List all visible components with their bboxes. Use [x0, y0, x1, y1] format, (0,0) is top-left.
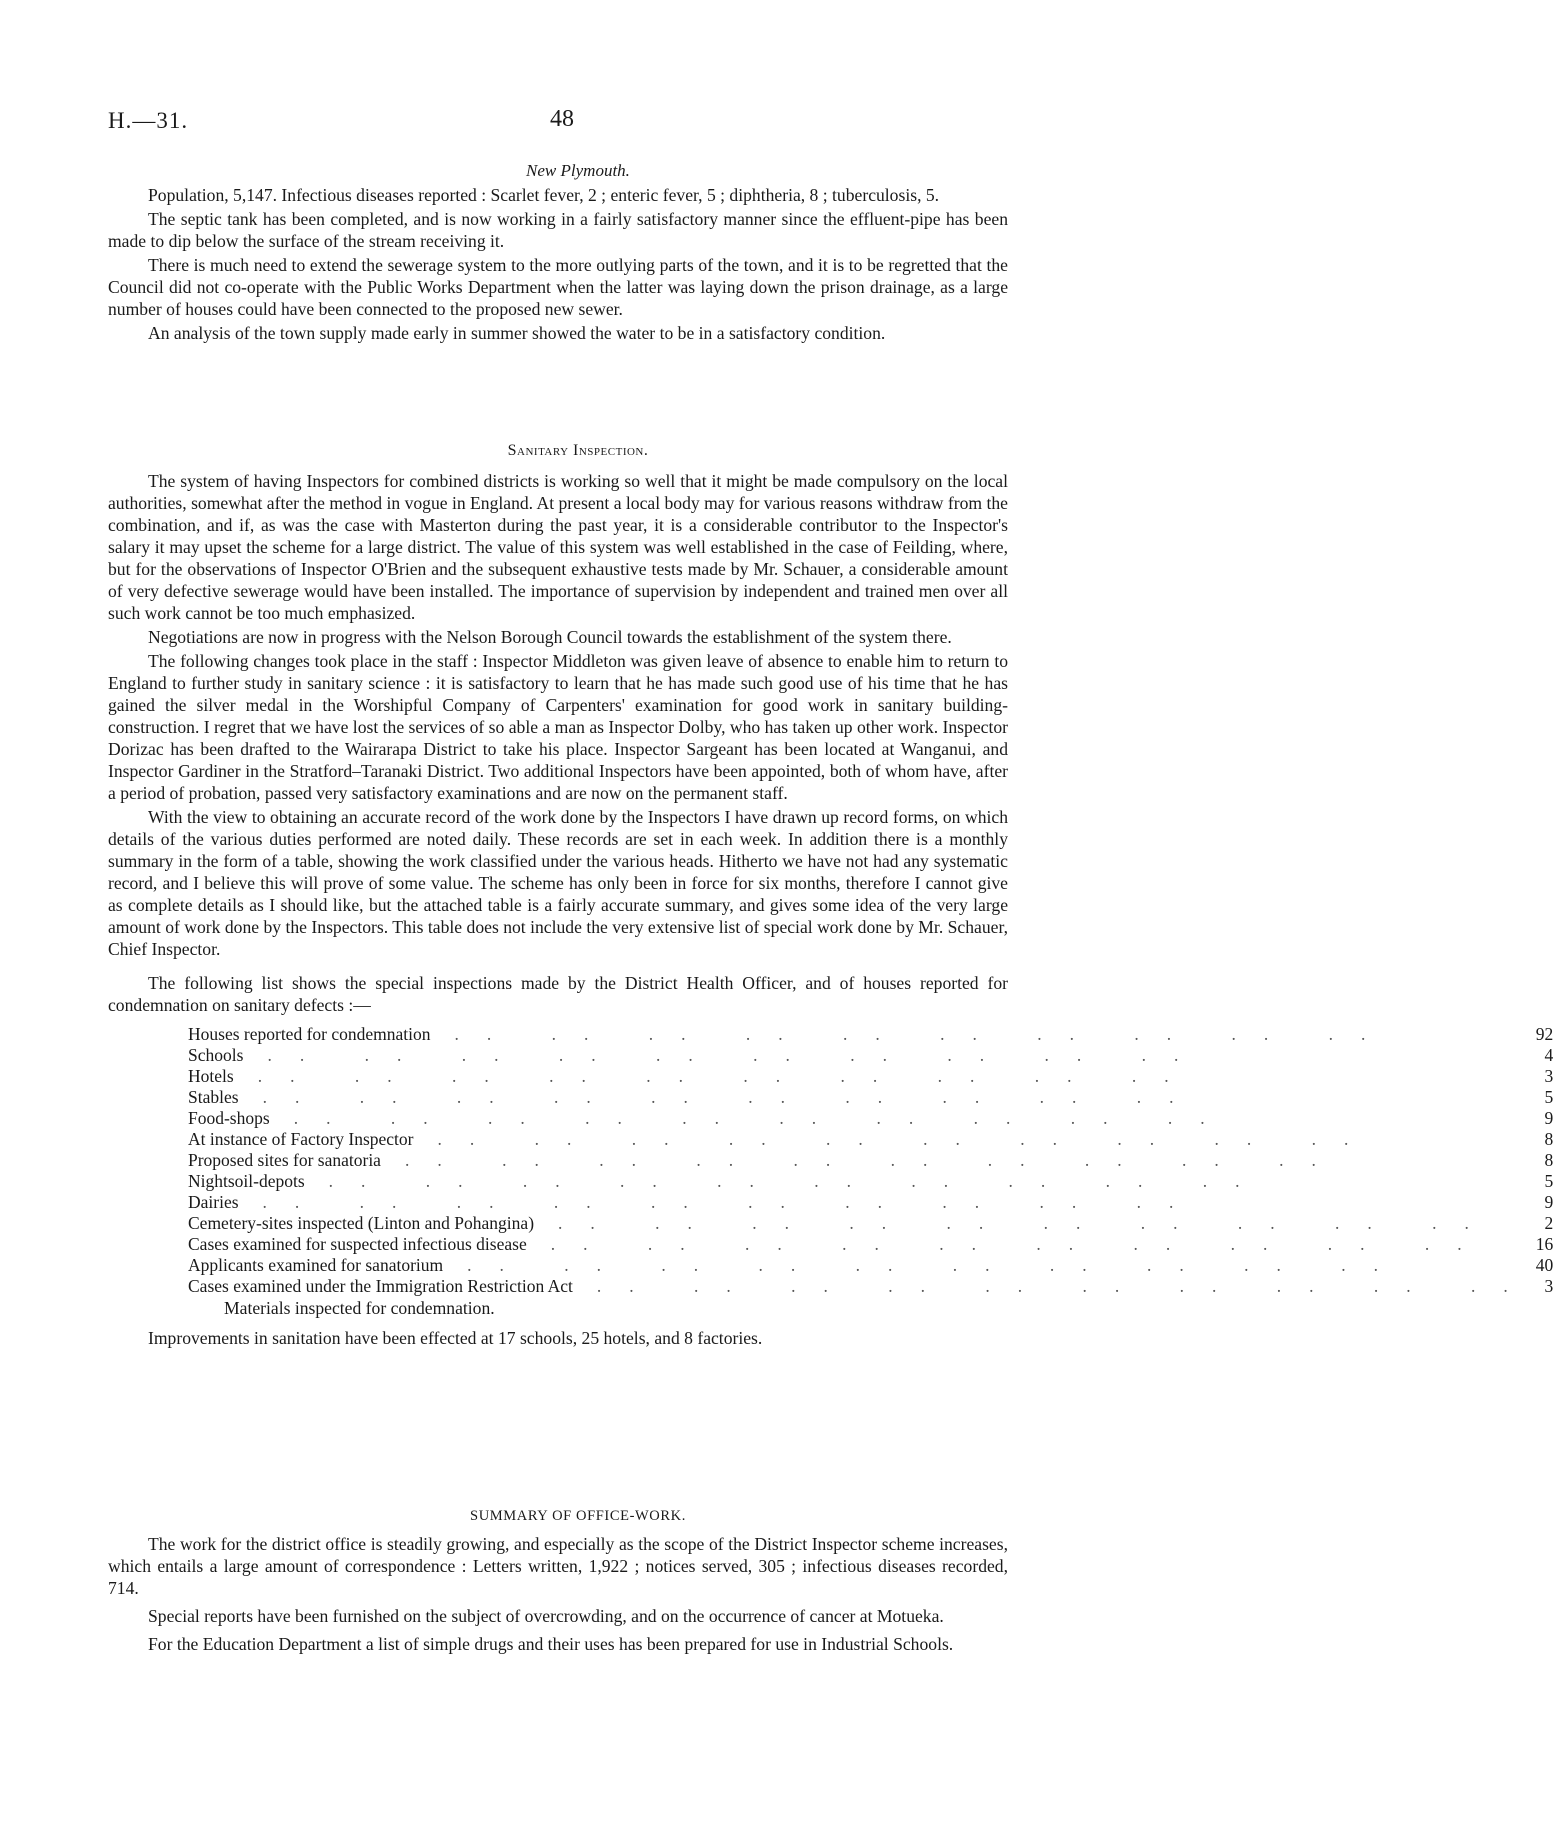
paragraph: An analysis of the town supply made early in summer showed the water to be in a satisfactory condition.	[148, 323, 886, 343]
inspection-count: 5	[1544, 1087, 1553, 1107]
inspection-count: 40	[1535, 1255, 1553, 1275]
page-number: 48	[550, 106, 574, 132]
leader-dots: .. .. .. .. .. .. .. .. .. ..	[454, 1024, 1394, 1044]
inspection-row	[188, 1087, 1553, 1108]
inspection-count: 92	[1535, 1024, 1553, 1044]
inspection-label: Stables	[188, 1087, 239, 1107]
inspections-table	[188, 1024, 1553, 1297]
leader-dots: .. .. .. .. .. .. .. .. .. ..	[596, 1276, 1536, 1296]
leader-dots: .. .. .. .. .. .. .. .. .. ..	[404, 1150, 1344, 1170]
inspection-row	[188, 1171, 1553, 1192]
inspection-row	[188, 1192, 1553, 1213]
inspection-row	[188, 1276, 1553, 1297]
paragraph: The system of having Inspectors for combined districts is working so well that it might be made compulsory on the local authorities, somewhat after the method in vogue in England. At present a local body may for various reasons withdraw from the combination, and if, as was the case with Masterton during the past year, it is a considerable contributor to the Inspector's salary it may upset the scheme for a large district. The value of this system was well established in the case of Feilding, where, but for the observations of Inspector O'Brien and the subsequent exhaustive tests made by Mr. Schauer, a considerable amount of very defective sewerage would have been installed. The importance of supervision by independent and trained men over all such work cannot be too much emphasized.	[108, 471, 1008, 623]
inspection-label: Nightsoil-depots	[188, 1171, 305, 1191]
paragraph: The following changes took place in the staff : Inspector Middleton was given leave of absence to enable him to return to England to further study in sanitary science : it is satisfactory to learn that he has made such good use of his time that he has gained the silver medal in the Worshipful Company of Carpenters' examination for good work in sanitary building-construction. I regret that we have lost the services of so able a man as Inspector Dolby, who has taken up other work. Inspector Dorizac has been drafted to the Wairarapa District to take his place. Inspector Sargeant has been located at Wanganui, and Inspector Gardiner in the Stratford–Taranaki District. Two additional Inspectors have been appointed, both of whom have, after a period of probation, passed very satisfactory examinations and are now on the permanent staff.	[108, 651, 1008, 803]
report-code: H.—31.	[108, 108, 189, 133]
inspection-count: 3	[1544, 1066, 1553, 1086]
paragraph: Special reports have been furnished on the subject of overcrowding, and on the occurrence of cancer at Motueka.	[148, 1606, 944, 1626]
paragraph: The following list shows the special inspections made by the District Health Officer, and of houses reported for condemnation on sanitary defects :—	[108, 973, 1008, 1015]
inspection-label: Hotels	[188, 1066, 234, 1086]
sanitary-inspection-section	[108, 440, 1553, 1351]
inspection-count: 4	[1544, 1045, 1553, 1065]
inspection-row	[188, 1024, 1553, 1045]
inspection-row	[188, 1213, 1553, 1234]
paragraph: Negotiations are now in progress with the Nelson Borough Council towards the establishment of the system there.	[148, 627, 952, 647]
inspection-label: Houses reported for condemnation	[188, 1024, 431, 1044]
inspection-label: Cases examined for suspected infectious disease	[188, 1234, 527, 1254]
section-title-sanitary-inspection: Sanitary Inspection.	[507, 442, 649, 459]
inspection-label: Food-shops	[188, 1108, 270, 1128]
inspection-count: 9	[1544, 1192, 1553, 1212]
paragraph: Population, 5,147. Infectious diseases reported : Scarlet fever, 2 ; enteric fever, 5 ; diphtheria, 8 ; tuberculosis, 5.	[148, 185, 940, 205]
inspection-row	[188, 1234, 1553, 1255]
office-work-section	[108, 1505, 1008, 1657]
inspection-label: Applicants examined for sanatorium	[188, 1255, 444, 1275]
leader-dots: .. .. .. .. .. .. .. .. .. ..	[267, 1045, 1207, 1065]
inspection-row	[188, 1045, 1553, 1066]
leader-dots: .. .. .. .. .. .. .. .. .. ..	[262, 1192, 1202, 1212]
materials-note: Materials inspected for condemnation.	[224, 1298, 495, 1318]
inspection-label: At instance of Factory Inspector	[188, 1129, 414, 1149]
inspection-label: Dairies	[188, 1192, 239, 1212]
inspection-count: 3	[1544, 1276, 1553, 1296]
inspection-row	[188, 1150, 1553, 1171]
inspection-row	[188, 1255, 1553, 1276]
inspection-label: Cases examined under the Immigration Restriction Act	[188, 1276, 573, 1296]
paragraph: With the view to obtaining an accurate record of the work done by the Inspectors I have drawn up record forms, on which details of the various duties performed are noted daily. These records are set in each week. In addition there is a monthly summary in the form of a table, showing the work classified under the various heads. Hitherto we have not had any systematic record, and I believe this will prove of some value. The scheme has only been in force for six months, therefore I cannot give as complete details as I should like, but the attached table is a fairly accurate summary, and gives some idea of the very large amount of work done by the Inspectors. This table does not include the very extensive list of special work done by Mr. Schauer, Chief Inspector.	[108, 807, 1008, 959]
inspection-count: 9	[1544, 1108, 1553, 1128]
leader-dots: .. .. .. .. .. .. .. .. .. ..	[262, 1087, 1202, 1107]
paragraph: The work for the district office is steadily growing, and especially as the scope of the District Inspector scheme increases, which entails a large amount of correspondence : Letters written, 1,922 ; notices served, 305 ; infectious diseases recorded, 714.	[108, 1534, 1008, 1598]
inspection-count: 8	[1544, 1150, 1553, 1170]
leader-dots: .. .. .. .. .. .. .. .. .. ..	[437, 1129, 1377, 1149]
improvements-note: Improvements in sanitation have been effected at 17 schools, 25 hotels, and 8 factories.	[148, 1328, 763, 1348]
inspection-count: 2	[1544, 1213, 1553, 1233]
leader-dots: .. .. .. .. .. .. .. .. .. ..	[558, 1213, 1497, 1233]
inspection-label: Proposed sites for sanatoria	[188, 1150, 381, 1170]
inspection-count: 8	[1544, 1129, 1553, 1149]
leader-dots: .. .. .. .. .. .. .. .. .. ..	[550, 1234, 1490, 1254]
inspection-row	[188, 1129, 1553, 1150]
new-plymouth-section	[108, 160, 1008, 346]
inspection-count: 5	[1544, 1171, 1553, 1191]
paragraph: There is much need to extend the sewerage system to the more outlying parts of the town, and it is to be regretted that the Council did not co-operate with the Public Works Department when the latter was laying down the prison drainage, as a large number of houses could have been connected to the proposed new sewer.	[108, 255, 1008, 319]
inspection-label: Schools	[188, 1045, 244, 1065]
inspection-row	[188, 1108, 1553, 1129]
paragraph: The septic tank has been completed, and is now working in a fairly satisfactory manner since the effluent-pipe has been made to dip below the surface of the stream receiving it.	[108, 209, 1008, 251]
section-title-new-plymouth: New Plymouth.	[526, 161, 630, 180]
paragraph: For the Education Department a list of simple drugs and their uses has been prepared for use in Industrial Schools.	[148, 1634, 954, 1654]
leader-dots: .. .. .. .. .. .. .. .. .. ..	[467, 1255, 1407, 1275]
leader-dots: .. .. .. .. .. .. .. .. .. ..	[257, 1066, 1197, 1086]
leader-dots: .. .. .. .. .. .. .. .. .. ..	[328, 1171, 1268, 1191]
leader-dots: .. .. .. .. .. .. .. .. .. ..	[293, 1108, 1233, 1128]
section-title-office-work: SUMMARY OF OFFICE-WORK.	[470, 1508, 686, 1524]
inspection-label: Cemetery-sites inspected (Linton and Pohangina)	[188, 1213, 535, 1233]
inspection-count: 16	[1535, 1234, 1553, 1254]
inspection-row	[188, 1066, 1553, 1087]
